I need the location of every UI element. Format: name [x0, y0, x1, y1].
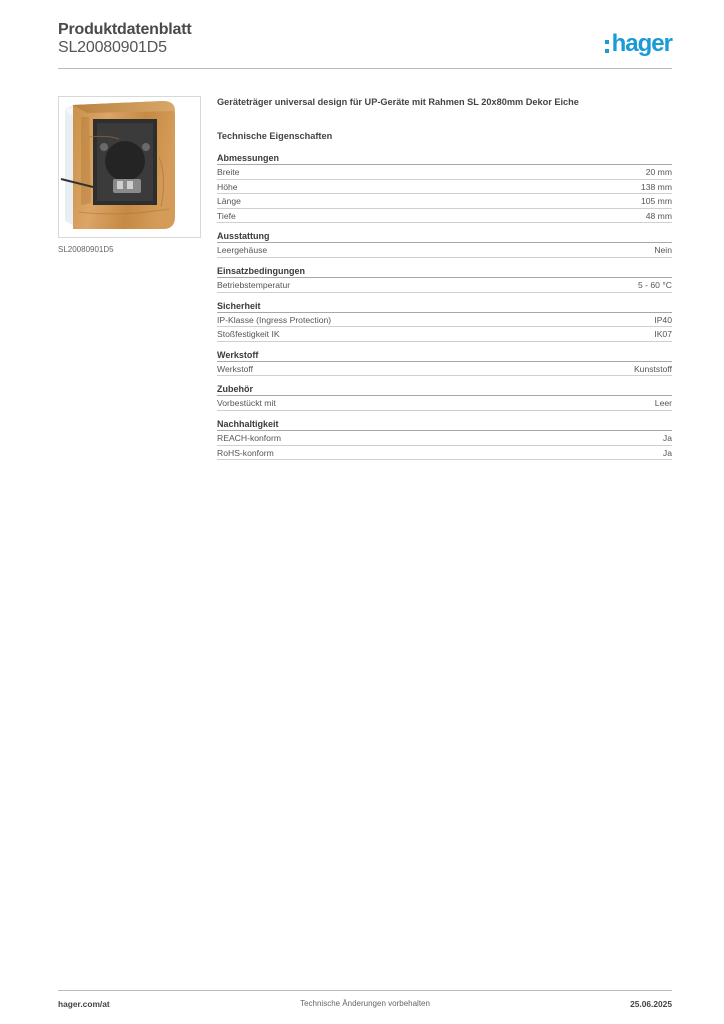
group-title: Werkstoff	[217, 349, 672, 362]
row-label: Tiefe	[217, 210, 236, 221]
table-row	[217, 313, 672, 328]
row-label: REACH-konform	[217, 432, 281, 443]
group-werkstoff	[217, 349, 672, 377]
row-label: Betriebstemperatur	[217, 279, 291, 290]
row-value: 20 mm	[645, 167, 672, 177]
table-row	[217, 431, 672, 446]
row-label: Breite	[217, 167, 240, 177]
group-ausstattung	[217, 230, 672, 258]
group-title: Zubehör	[217, 383, 672, 396]
table-row	[217, 362, 672, 377]
table-row	[217, 327, 672, 342]
row-value: Ja	[662, 447, 672, 458]
main-content	[217, 96, 672, 460]
logo-dots-icon	[605, 40, 609, 53]
page-header	[58, 21, 672, 69]
row-value: IK07	[654, 329, 672, 340]
group-title: Abmessungen	[217, 152, 672, 165]
row-value: 48 mm	[645, 210, 672, 221]
section-heading: Technische Eigenschaften	[217, 131, 333, 141]
product-description: Geräteträger universal design für UP-Geräte mit Rahmen SL 20x80mm Dekor Eiche	[217, 97, 579, 107]
row-value: Leer	[654, 398, 672, 409]
row-value: Nein	[654, 245, 672, 256]
group-title: Nachhaltigkeit	[217, 418, 672, 431]
table-row	[217, 278, 672, 293]
group-einsatzbedingungen	[217, 265, 672, 293]
table-row	[217, 243, 672, 258]
table-row	[217, 180, 672, 195]
row-label: Werkstoff	[217, 363, 253, 374]
product-image	[58, 96, 201, 238]
row-value: 105 mm	[640, 196, 672, 207]
table-row	[217, 194, 672, 209]
group-title: Sicherheit	[217, 300, 672, 313]
row-value: 5 - 60 °C	[637, 279, 672, 290]
logo-text: hager	[611, 30, 672, 57]
row-label: Länge	[217, 196, 241, 207]
row-value: IP40	[654, 314, 672, 325]
page-footer	[58, 990, 672, 1012]
table-row	[217, 209, 672, 224]
footer-website[interactable]: hager.com/at	[58, 999, 110, 1009]
row-label: RoHS-konform	[217, 447, 274, 458]
row-label: Stoßfestigkeit IK	[217, 329, 280, 340]
group-title: Ausstattung	[217, 230, 672, 243]
table-row	[217, 446, 672, 461]
row-value: 138 mm	[640, 181, 672, 192]
row-label: IP-Klasse (Ingress Protection)	[217, 314, 332, 325]
footer-notice: Technische Änderungen vorbehalten	[300, 999, 430, 1008]
page-title: Produktdatenblatt	[58, 21, 192, 38]
group-zubehoer	[217, 383, 672, 411]
hager-logo	[605, 30, 672, 58]
product-illustration	[59, 97, 201, 238]
row-label: Höhe	[217, 181, 238, 192]
table-row	[217, 396, 672, 411]
group-sicherheit	[217, 300, 672, 342]
group-title: Einsatzbedingungen	[217, 265, 672, 278]
group-nachhaltigkeit	[217, 418, 672, 460]
row-label: Vorbestückt mit	[217, 398, 276, 409]
image-caption: SL20080901D5	[58, 245, 114, 254]
group-abmessungen	[217, 152, 672, 223]
row-value: Kunststoff	[633, 363, 672, 374]
table-row	[217, 165, 672, 180]
product-code: SL20080901D5	[58, 39, 167, 56]
row-value: Ja	[662, 432, 672, 443]
footer-date: 25.06.2025	[630, 999, 672, 1009]
row-label: Leergehäuse	[217, 245, 268, 256]
